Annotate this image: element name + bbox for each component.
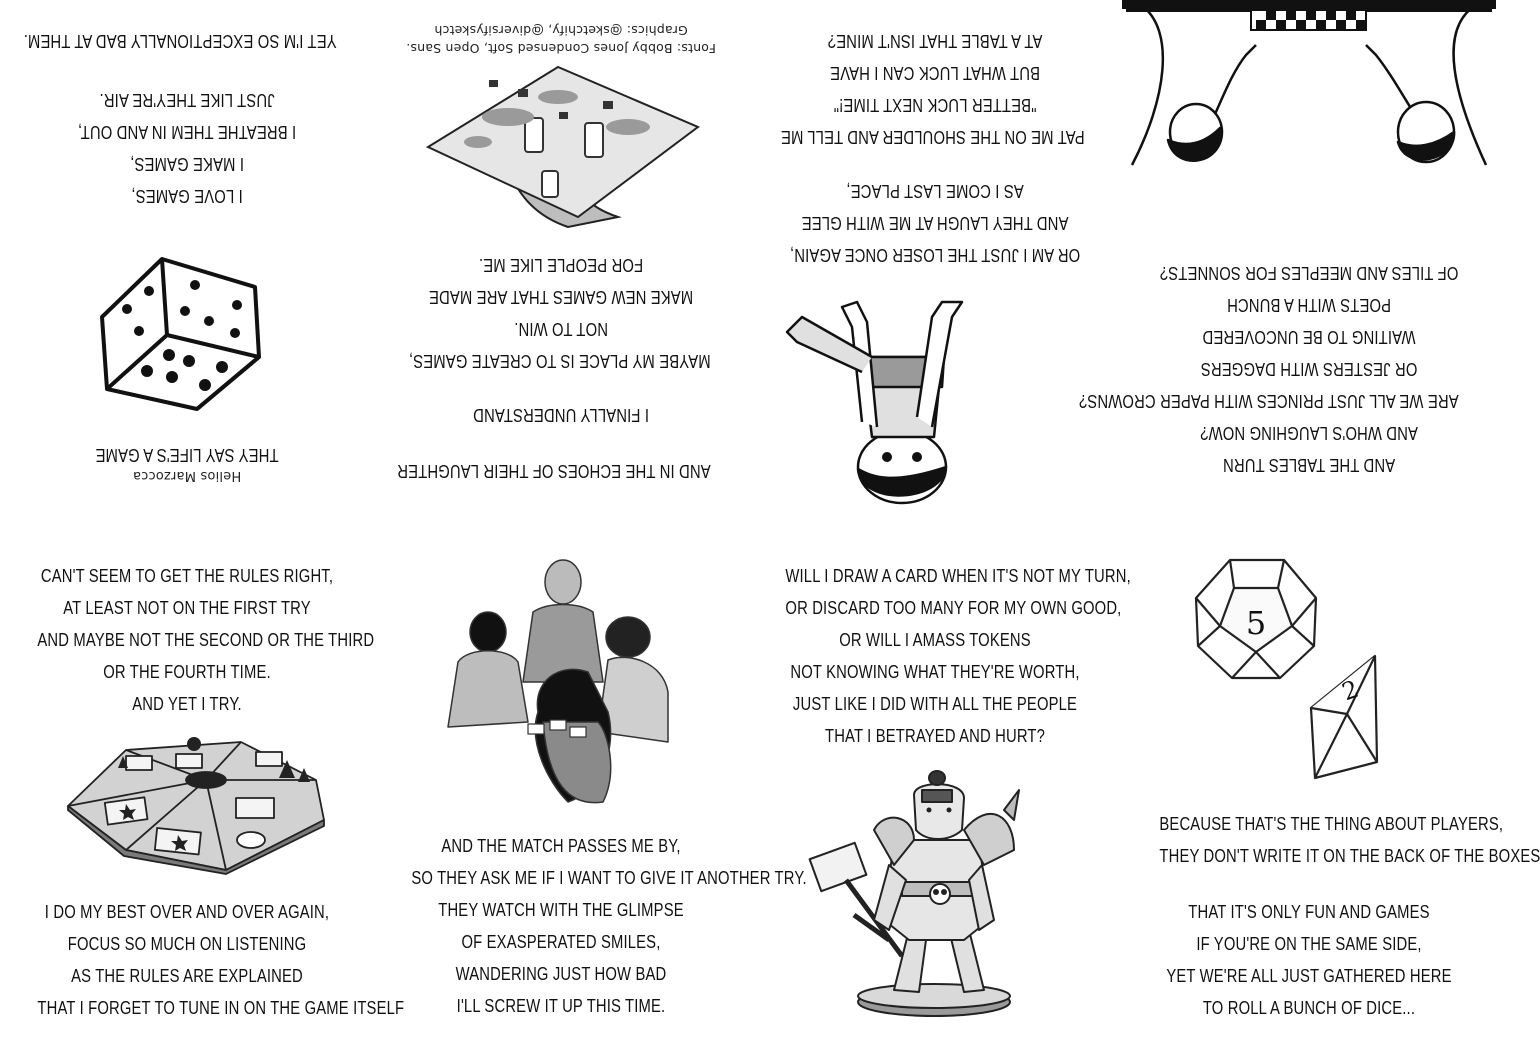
- match-poem: [374, 830, 807, 1022]
- poem-line: AS THE RULES ARE EXPLAINED: [71, 965, 303, 986]
- loser-panel: [748, 0, 1122, 527]
- cover-panel: [0, 0, 374, 527]
- two-players-at-chess-table-illustration: [1122, 0, 1496, 180]
- falling-boy-illustration: [782, 292, 1042, 507]
- credits-poem-b: [374, 399, 748, 431]
- poem-line: OR DISCARD TOO MANY FOR MY OWN GOOD,: [785, 597, 1122, 618]
- tables-poem-b: [1078, 257, 1496, 417]
- poem-line: JUST LIKE I DID WITH ALL THE PEOPLE: [792, 693, 1078, 714]
- poem-line: YET I'M SO EXCEPTIONALLY BAD AT THEM.: [23, 31, 337, 52]
- loser-poem-a: [748, 175, 1122, 271]
- poem-line: THEY DON'T WRITE IT ON THE BACK OF THE BOXES: [1159, 845, 1540, 866]
- d12-die-icon: [1192, 554, 1322, 684]
- poem-line: AND YET I TRY.: [132, 693, 242, 714]
- loser-poem-b: [748, 25, 1122, 153]
- dice-panel: [1122, 528, 1540, 1055]
- poem-line: AT A TABLE THAT ISN'T MINE?: [827, 31, 1043, 52]
- poem-line: TO ROLL A BUNCH OF DICE...: [1202, 997, 1416, 1018]
- match-panel: [374, 528, 807, 1055]
- poem-line: ARE WE ALL JUST PRINCES WITH PAPER CROWNS?: [1078, 391, 1459, 412]
- poem-line: THEY WATCH WITH THE GLIMPSE: [438, 899, 684, 920]
- cards-panel: [748, 528, 1131, 1055]
- poem-line: THAT I FORGET TO TUNE IN ON THE GAME ITSELF: [37, 997, 405, 1018]
- cards-poem: [748, 560, 1131, 752]
- poem-line: AS I COME LAST PLACE,: [846, 181, 1024, 202]
- poem-line: MAKE NEW GAMES THAT ARE MADE: [428, 287, 694, 308]
- cover-author: [0, 459, 374, 491]
- poem-line: FOR PEOPLE LIKE ME.: [478, 255, 644, 276]
- poem-line: WILL I DRAW A CARD WHEN IT'S NOT MY TURN,: [785, 565, 1131, 586]
- poem-line: WAITING TO BE UNCOVERED: [1202, 327, 1416, 348]
- poem-line: AT LEAST NOT ON THE FIRST TRY: [63, 597, 311, 618]
- credits-fonts: [374, 21, 748, 57]
- credits-panel: [374, 0, 748, 527]
- poem-line: I LOVE GAMES,: [131, 186, 243, 207]
- author-name: Helios Marzocca: [132, 468, 242, 483]
- poem-line: OR THE FOURTH TIME.: [103, 661, 271, 682]
- rules-poem-b: [0, 896, 405, 1024]
- poem-line: I MAKE GAMES,: [130, 154, 244, 175]
- poem-line: NOT KNOWING WHAT THEY'RE WORTH,: [790, 661, 1080, 682]
- poem-line: PAT ME ON THE SHOULDER AND TELL ME: [780, 127, 1085, 148]
- poem-line: JUST LIKE THEY'RE AIR.: [99, 90, 275, 111]
- poem-line: IF YOU'RE ON THE SAME SIDE,: [1196, 933, 1422, 954]
- poem-line: WANDERING JUST HOW BAD: [455, 963, 667, 984]
- poem-line: POETS WITH A BUNCH: [1226, 295, 1392, 316]
- graphics-credit: Graphics: @sketchify, @diversifysketch: [434, 23, 688, 38]
- six-sided-die-icon: [97, 252, 267, 417]
- poem-line: CAN'T SEEM TO GET THE RULES RIGHT,: [40, 565, 334, 586]
- d4-die-icon: [1305, 654, 1380, 782]
- poem-line: I FINALLY UNDERSTAND: [473, 405, 649, 426]
- cover-back-lines: [0, 84, 374, 212]
- poem-line: AND THEY LAUGH AT ME WITH GLEE: [801, 213, 1069, 234]
- poem-line: I'LL SCREW IT UP THIS TIME.: [456, 995, 666, 1016]
- poem-line: BECAUSE THAT'S THE THING ABOUT PLAYERS,: [1159, 813, 1504, 834]
- dice-poem-b: [1122, 896, 1496, 1024]
- d12-face-number: 5: [1245, 604, 1267, 642]
- dragon-game-map-illustration: [418, 62, 708, 237]
- poem-line: AND MAYBE NOT THE SECOND OR THE THIRD: [37, 629, 375, 650]
- poem-line: I BREATHE THEM IN AND OUT,: [77, 122, 297, 143]
- friends-playing-cards-illustration: [428, 552, 698, 812]
- poem-line: OF EXASPERATED SMILES,: [461, 931, 661, 952]
- poem-line: THAT I BETRAYED AND HURT?: [824, 725, 1045, 746]
- dice-poem-a: [1122, 808, 1540, 872]
- tables-panel: [1078, 0, 1496, 527]
- poem-line: OR WILL I AMASS TOKENS: [839, 629, 1031, 650]
- poem-line: AND IN THE ECHOES OF THEIR LAUGHTER: [397, 461, 711, 482]
- poem-line: YET WE'RE ALL JUST GATHERED HERE: [1166, 965, 1452, 986]
- hexagonal-board-game-illustration: [66, 740, 326, 875]
- poem-line: AND WHO'S LAUGHING NOW?: [1200, 423, 1418, 444]
- poem-line: NOT TO WIN.: [514, 319, 608, 340]
- credits-poem-a: [374, 455, 748, 487]
- cover-back-final: [0, 25, 374, 57]
- fonts-credit: Fonts: Bobby Jones Condensed Soft, Open Sans.: [406, 41, 716, 56]
- poem-line: I DO MY BEST OVER AND OVER AGAIN,: [44, 901, 330, 922]
- poem-line: FOCUS SO MUCH ON LISTENING: [67, 933, 307, 954]
- poem-line: SO THEY ASK ME IF I WANT TO GIVE IT ANOTHER TRY.: [411, 867, 807, 888]
- credits-poem-c: [374, 249, 748, 377]
- cover-title-text: THEY SAY LIFE'S A GAME: [95, 445, 279, 466]
- orc-miniature-illustration: [814, 770, 1054, 1025]
- d4-face-number: 2: [1338, 674, 1363, 707]
- poem-line: AND THE MATCH PASSES ME BY,: [441, 835, 681, 856]
- rules-panel: [0, 528, 405, 1055]
- poem-line: BUT WHAT LUCK CAN I HAVE: [830, 63, 1040, 84]
- poem-line: OR JESTERS WITH DAGGERS: [1200, 359, 1418, 380]
- tables-poem-a: [1122, 417, 1496, 481]
- poem-line: AND THE TABLES TURN: [1222, 455, 1396, 476]
- poem-line: OR AM I JUST THE LOSER ONCE AGAIN,: [789, 245, 1081, 266]
- poem-line: MAYBE MY PLACE IS TO CREATE GAMES,: [408, 351, 711, 372]
- rules-poem-a: [0, 560, 374, 720]
- poem-line: THAT IT'S ONLY FUN AND GAMES: [1188, 901, 1430, 922]
- poem-line: "BETTER LUCK NEXT TIME!": [833, 95, 1037, 116]
- poem-line: OF TILES AND MEEPLES FOR SONNETS?: [1159, 263, 1459, 284]
